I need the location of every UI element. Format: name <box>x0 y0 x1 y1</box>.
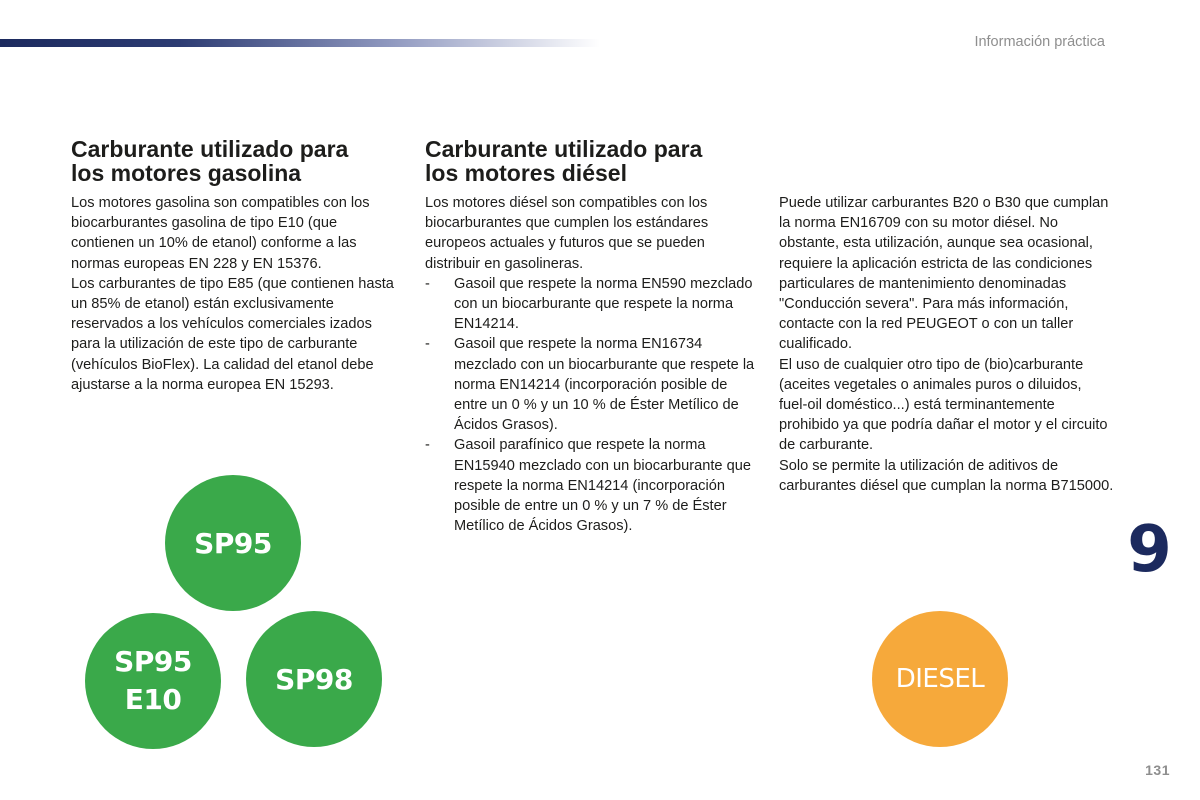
diesel-section <box>425 137 760 536</box>
chapter-number: 9 <box>1127 513 1172 587</box>
gasoline-paragraph-1: Los motores gasolina son compatibles con los biocarburantes gasolina de tipo E10 (que contienen un 10% de etanol) conforme a las normas europeas EN 228 y EN 15376. <box>71 195 370 272</box>
list-item: - Gasoil que respete la norma EN590 mezclado con un biocarburante que respete la norma EN14214. <box>425 275 753 333</box>
diesel-notes <box>779 193 1114 496</box>
gasoline-paragraph-2: Los carburantes de tipo E85 (que contienen hasta un 85% de etanol) están exclusivamente reservados a los vehículos comerciales izados para la utilización de este tipo de carburante (vehículos BioFlex). La calidad del etanol debe ajustarse a la norma europea EN 15293. <box>71 275 394 393</box>
diesel-fuel-badge: DIESEL <box>872 611 1008 747</box>
sp95-e10-fuel-badge: SP95 E10 <box>85 613 221 749</box>
gasoline-heading: Carburante utilizado para los motores gasolina <box>71 136 349 186</box>
section-header: Información práctica <box>974 34 1105 50</box>
diesel-paragraph-2: El uso de cualquier otro tipo de (bio)carburante (aceites vegetales o animales puros o diluidos, fuel-oil doméstico...) está terminantemente prohibido ya que podría dañar el motor y el circuito de carburante. <box>779 356 1108 454</box>
header-color-band <box>0 39 600 47</box>
diesel-paragraph-1: Puede utilizar carburantes B20 o B30 que cumplan la norma EN16709 con su motor diésel. No obstante, esta utilización, aunque sea ocasional, requiere la aplicación estricta de las condiciones particulares de mantenimiento denominadas "Conducción severa". Para más información, contacte con la red PEUGEOT o con un taller cualificado. <box>779 195 1109 353</box>
sp98-fuel-badge: SP98 <box>246 611 382 747</box>
list-item: - Gasoil parafínico que respete la norma EN15940 mezclado con un biocarburante que respete la norma EN14214 (incorporación posible de entre un 0 % y un 7 % de Éster Metílico de Ácidos Grasos). <box>425 437 751 535</box>
diesel-heading: Carburante utilizado para los motores diésel <box>425 136 703 186</box>
diesel-paragraph-3: Solo se permite la utilización de aditivos de carburantes diésel que cumplan la norma B715000. <box>779 457 1114 494</box>
page-number: 131 <box>1145 762 1170 778</box>
diesel-fuel-list <box>425 274 760 537</box>
diesel-intro: Los motores diésel son compatibles con los biocarburantes que cumplen los estándares europeos actuales y futuros que se pueden distribuir en gasolineras. <box>425 195 709 272</box>
gasoline-section <box>71 137 401 395</box>
sp95-fuel-badge: SP95 <box>165 475 301 611</box>
list-item: - Gasoil que respete la norma EN16734 mezclado con un biocarburante que respete la norma EN14214 (incorporación posible de entre un 0 % y un 10 % de Éster Metílico de Ácidos Grasos). <box>425 336 755 434</box>
